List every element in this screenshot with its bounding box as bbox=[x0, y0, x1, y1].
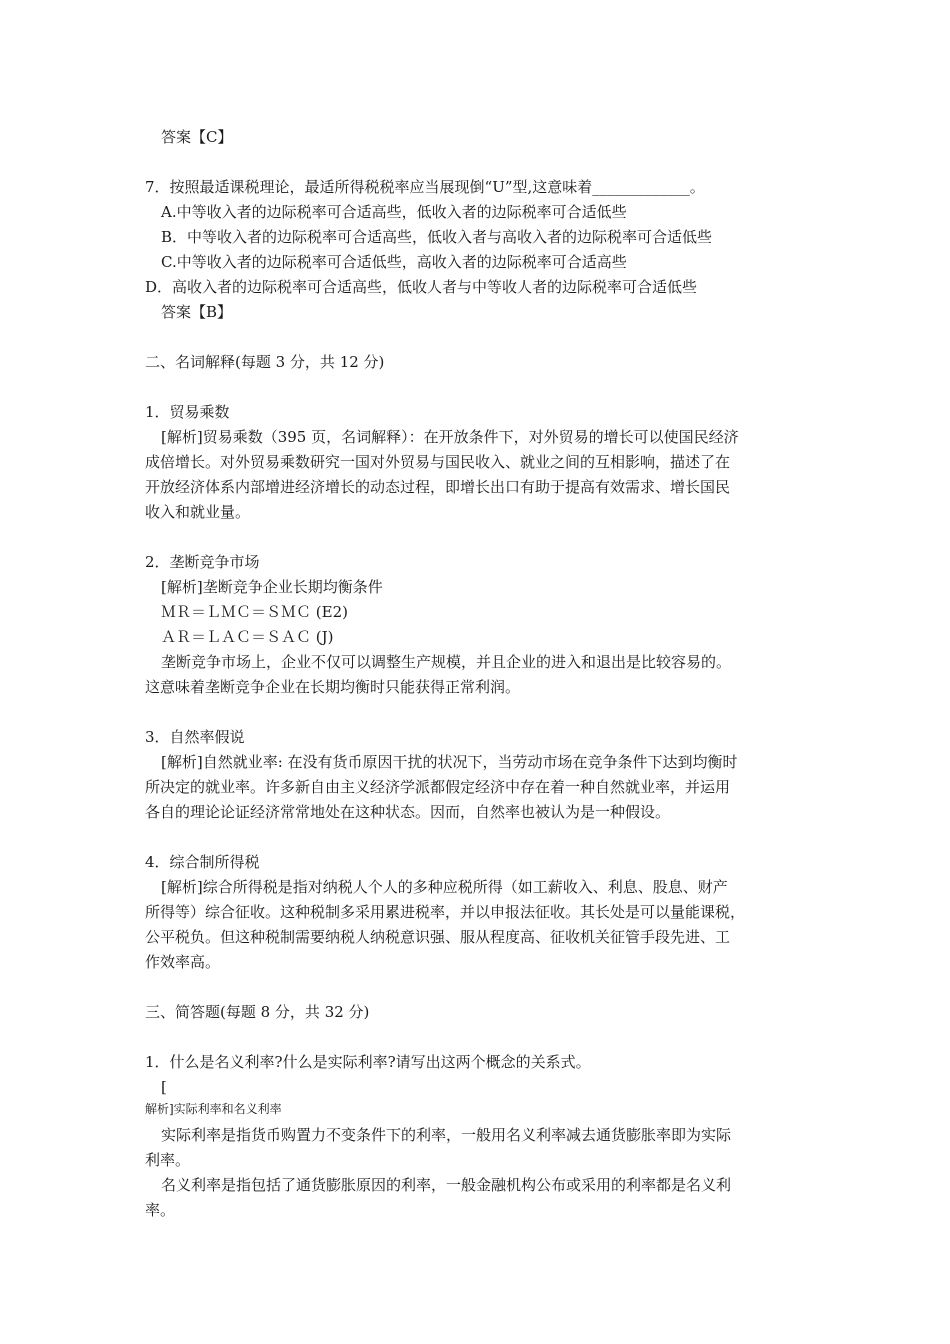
question-7: 7．按照最适课税理论，最适所得税税率应当展现倒“U”型,这意味着_____________。 bbox=[145, 178, 705, 196]
term-1-text: 开放经济体系内部增进经济增长的动态过程，即增长出口有助于提高有效需求、增长国民 bbox=[145, 478, 731, 496]
formula-ar: ＡＲ＝ＬＡＣ＝ＳＡＣ (J) bbox=[161, 628, 334, 646]
option-a: A.中等收入者的边际税率可合适高些，低收入者的边际税率可合适低些 bbox=[161, 203, 627, 221]
term-4-text: [解析]综合所得税是指对纳税人个人的多种应税所得（如工薪收入、利息、股息、财产 bbox=[161, 878, 728, 896]
answer-b: 答案【B】 bbox=[161, 303, 233, 321]
term-2-text: 垄断竞争市场上，企业不仅可以调整生产规模，并且企业的进入和退出是比较容易的。 bbox=[161, 653, 732, 671]
section-heading-2: 二、名词解释(每题 3 分，共 12 分) bbox=[145, 353, 385, 371]
term-1-text: 收入和就业量。 bbox=[145, 503, 251, 521]
term-1-title: 1．贸易乘数 bbox=[145, 403, 230, 421]
analysis-heading: 解析]实际利率和名义利率 bbox=[145, 1102, 282, 1116]
option-b: B．中等收入者的边际税率可合适高些，低收入者与高收入者的边际税率可合适低些 bbox=[161, 228, 713, 246]
term-2-title: 2．垄断竞争市场 bbox=[145, 553, 260, 571]
term-2-text: [解析]垄断竞争企业长期均衡条件 bbox=[161, 578, 383, 596]
term-3-text: 所决定的就业率。许多新自由主义经济学派都假定经济中存在着一种自然就业率，并运用 bbox=[145, 778, 731, 796]
term-4-text: 作效率高。 bbox=[145, 953, 221, 971]
short-answer-1-question: 1．什么是名义利率?什么是实际利率?请写出这两个概念的关系式。 bbox=[145, 1053, 591, 1071]
term-4-title: 4．综合制所得税 bbox=[145, 853, 260, 871]
bracket-fragment: [ bbox=[161, 1078, 167, 1096]
term-3-text: 各自的理论论证经济常常地处在这种状态。因而，自然率也被认为是一种假设。 bbox=[145, 803, 671, 821]
term-1-text: [解析]贸易乘数（395 页，名词解释）：在开放条件下，对外贸易的增长可以使国民经济 bbox=[161, 428, 739, 446]
section-heading-3: 三、简答题(每题 8 分，共 32 分) bbox=[145, 1003, 370, 1021]
analysis-text: 实际利率是指货币购置力不变条件下的利率，一般用名义利率减去通货膨胀率即为实际 bbox=[161, 1126, 732, 1144]
term-2-text: 这意味着垄断竞争企业在长期均衡时只能获得正常利润。 bbox=[145, 678, 521, 696]
answer-c: 答案【C】 bbox=[161, 128, 233, 146]
term-3-title: 3．自然率假说 bbox=[145, 728, 245, 746]
formula-mr: ＭＲ＝ＬＭＣ＝ＳＭＣ (E2) bbox=[161, 603, 348, 621]
option-d: D．高收入者的边际税率可合适高些，低收人者与中等收人者的边际税率可合适低些 bbox=[145, 278, 698, 296]
analysis-text: 利率。 bbox=[145, 1151, 191, 1169]
term-3-text: [解析]自然就业率: 在没有货币原因干扰的状况下，当劳动市场在竞争条件下达到均衡时 bbox=[161, 753, 738, 771]
term-4-text: 所得等）综合征收。这种税制多采用累进税率，并以申报法征收。其长处是可以量能课税， bbox=[145, 903, 746, 921]
analysis-text: 名义利率是指包括了通货膨胀原因的利率，一般金融机构公布或采用的利率都是名义利 bbox=[161, 1176, 732, 1194]
option-c: C.中等收入者的边际税率可合适低些，高收入者的边际税率可合适高些 bbox=[161, 253, 627, 271]
term-1-text: 成倍增长。对外贸易乘数研究一国对外贸易与国民收入、就业之间的互相影响，描述了在 bbox=[145, 453, 731, 471]
analysis-text: 率。 bbox=[145, 1201, 176, 1219]
term-4-text: 公平税负。但这种税制需要纳税人纳税意识强、服从程度高、征收机关征管手段先进、工 bbox=[145, 928, 731, 946]
